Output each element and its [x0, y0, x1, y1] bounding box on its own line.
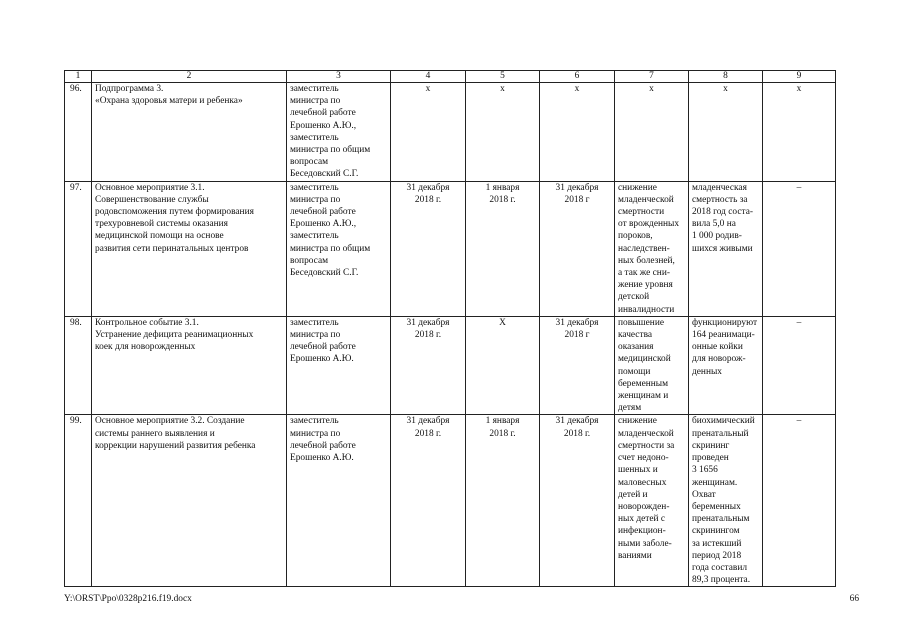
- activity-name: Контрольное событие 3.1. Устранение дефицита реанимационных коек для новорожденных: [92, 316, 287, 415]
- result-fact: функционируют 164 реанимаци- онные койки для новорож- денных: [689, 316, 763, 415]
- result-fact: младенческая смертность за 2018 год соста- вила 5,0 на 1 000 родив- шихся живыми: [689, 181, 763, 316]
- table-row: [65, 83, 836, 182]
- table-row: [65, 181, 836, 316]
- activity-name: Основное мероприятие 3.2. Создание системы раннего выявления и коррекции нарушений развития ребенка: [92, 415, 287, 587]
- start-date: х: [391, 83, 466, 182]
- column-header: 6: [540, 71, 615, 83]
- column-header: 9: [763, 71, 836, 83]
- row-number: 97.: [65, 181, 92, 316]
- column-header: 7: [615, 71, 689, 83]
- finish-fact: 31 декабря 2018 г: [540, 316, 615, 415]
- problems: –: [763, 316, 836, 415]
- table-row: [65, 415, 836, 587]
- result-fact: х: [689, 83, 763, 182]
- responsible-person: заместитель министра по лечебной работе Ерошенко А.Ю., заместитель министра по общим вопросам Беседовский С.Г.: [287, 181, 391, 316]
- finish-plan: х: [466, 83, 540, 182]
- row-number: 99.: [65, 415, 92, 587]
- result-plan: снижение младенческой смертности за счет недоно- шенных и маловесных детей и новорожден- ных детей с инфекцион- ными заболе- ваниями: [615, 415, 689, 587]
- header-row: [65, 71, 836, 83]
- footer-file-path: Y:\ORST\Ppo\0328p216.f19.docx: [64, 594, 192, 604]
- finish-plan: 1 января 2018 г.: [466, 415, 540, 587]
- result-plan: снижение младенческой смертности от врожденных пороков, наследствен- ных болезней, а так же сни- жение уровня детской инвалидности: [615, 181, 689, 316]
- start-date: 31 декабря 2018 г.: [391, 415, 466, 587]
- result-fact: биохимический пренатальный скрининг проведен 3 1656 женщинам. Охват беременных пренатальным скринингом за истекший период 2018 года составил 89,3 процента.: [689, 415, 763, 587]
- column-header: 8: [689, 71, 763, 83]
- finish-plan: Х: [466, 316, 540, 415]
- report-table: [64, 70, 836, 587]
- finish-fact: 31 декабря 2018 г.: [540, 415, 615, 587]
- footer-page-number: 66: [849, 594, 859, 604]
- start-date: 31 декабря 2018 г.: [391, 316, 466, 415]
- result-plan: х: [615, 83, 689, 182]
- column-header: 3: [287, 71, 391, 83]
- column-header: 4: [391, 71, 466, 83]
- table-row: [65, 316, 836, 415]
- responsible-person: заместитель министра по лечебной работе Ерошенко А.Ю.: [287, 316, 391, 415]
- finish-fact: 31 декабря 2018 г: [540, 181, 615, 316]
- responsible-person: заместитель министра по лечебной работе Ерошенко А.Ю.: [287, 415, 391, 587]
- column-header: 1: [65, 71, 92, 83]
- row-number: 98.: [65, 316, 92, 415]
- responsible-person: заместитель министра по лечебной работе Ерошенко А.Ю., заместитель министра по общим вопросам Беседовский С.Г.: [287, 83, 391, 182]
- column-header: 2: [92, 71, 287, 83]
- start-date: 31 декабря 2018 г.: [391, 181, 466, 316]
- result-plan: повышение качества оказания медицинской помощи беременным женщинам и детям: [615, 316, 689, 415]
- problems: –: [763, 181, 836, 316]
- problems: х: [763, 83, 836, 182]
- column-header: 5: [466, 71, 540, 83]
- activity-name: Основное мероприятие 3.1. Совершенствование службы родовспоможения путем формирования трехуровневой системы оказания медицинской помощи на основе развития сети перинатальных центров: [92, 181, 287, 316]
- row-number: 96.: [65, 83, 92, 182]
- problems: –: [763, 415, 836, 587]
- activity-name: Подпрограмма 3. «Охрана здоровья матери и ребенка»: [92, 83, 287, 182]
- finish-fact: х: [540, 83, 615, 182]
- finish-plan: 1 января 2018 г.: [466, 181, 540, 316]
